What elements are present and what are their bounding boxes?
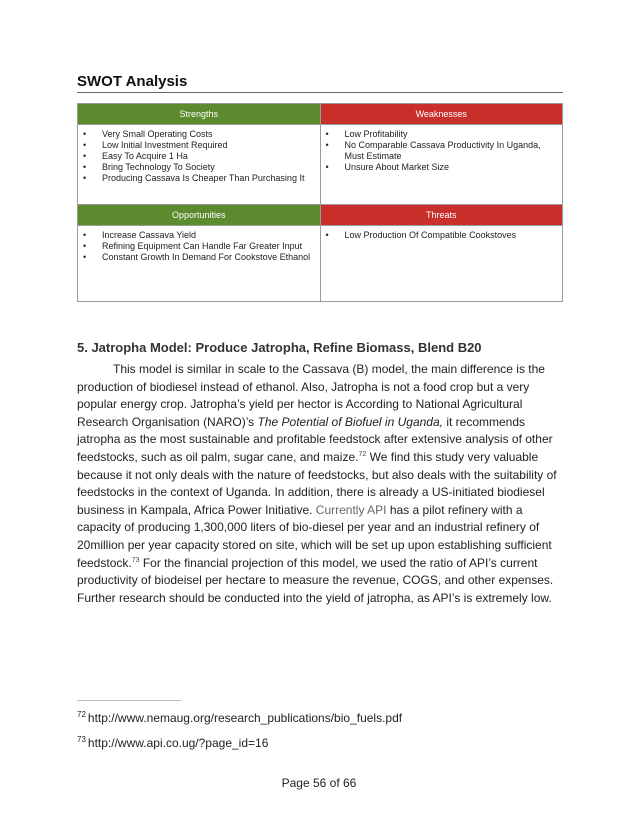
footnote [77, 711, 402, 725]
text-run-muted: Currently API [312, 502, 390, 517]
list-item: • Low Profitability [325, 129, 557, 140]
opportunities-header: Opportunities [78, 205, 321, 226]
text-run: it recommends jatropha as the most sustainable and profitable feedstock after extensive analysis of other feedstocks, such as oil palm, sugar cane, and maize. [77, 414, 553, 464]
text-run: For the financial projection of this model, we used the ratio of API’s current productivity of biodeisel per hectare to measure the revenue, COGS, and other expenses. Further research should be conducted into the yield of jatropha, as API’s is extremely low. [77, 555, 554, 605]
list-item: • Constant Growth In Demand For Cookstove Ethanol [82, 252, 314, 263]
list-item: • Easy To Acquire 1 Ha [82, 151, 314, 162]
list-item: • Very Small Operating Costs [82, 129, 314, 140]
footnote-number: 72 [77, 710, 86, 719]
footnote [77, 736, 268, 750]
footnote-ref[interactable]: 73 [131, 556, 140, 564]
weaknesses-cell [320, 125, 563, 205]
weaknesses-header: Weaknesses [320, 104, 563, 125]
report-title: The Potential of Biofuel in Uganda, [257, 414, 443, 429]
footnote-ref[interactable]: 72 [358, 450, 367, 458]
opportunities-cell [78, 226, 321, 302]
text-run: This model is similar in scale to the Cassava (B) model, the main difference is the production of biodiesel instead of ethanol. Also, Jatropha is not a food crop but a very popular energy crop. Jatropha’s yield per hector is According to National Agricultural Research Organisation (NARO)’s [77, 362, 545, 429]
page-number: Page 56 of 66 [281, 776, 357, 790]
threats-cell [320, 226, 563, 302]
list-item: • Low Initial Investment Required [82, 140, 314, 151]
strengths-cell [78, 125, 321, 205]
footnote-divider [77, 700, 181, 701]
swot-title: SWOT Analysis [77, 73, 188, 90]
swot-table [77, 103, 563, 302]
footnote-number: 73 [77, 735, 86, 744]
strengths-header: Strengths [78, 104, 321, 125]
section-heading: 5. Jatropha Model: Produce Jatropha, Refine Biomass, Blend B20 [77, 340, 482, 355]
text-run: has a pilot refinery with a capacity of producing 1,300,000 liters of bio-diesel per year and an industrial refinery of 20million per year capacity stored on site, which will be set up upon establishing sufficient feedstock. [77, 502, 552, 570]
text-run: We find this study very valuable because it not only deals with the nature of feedstocks, but also deals with the suitability of feedstocks in the context of Uganda. In addition, there is already a US-initiated biodiesel business in Kampala, Africa Power Initiative. [77, 449, 557, 517]
list-item: • Refining Equipment Can Handle Far Greater Input [82, 241, 314, 252]
threats-header: Threats [320, 205, 563, 226]
list-item: • Increase Cassava Yield [82, 230, 314, 241]
footnote-link[interactable]: http://www.nemaug.org/research_publications/bio_fuels.pdf [87, 711, 403, 725]
list-item: • Unsure About Market Size [325, 162, 557, 173]
list-item: • Low Production Of Compatible Cookstoves [325, 230, 557, 241]
title-divider [77, 92, 563, 93]
list-item: • No Comparable Cassava Productivity In Uganda, Must Estimate [325, 140, 557, 162]
footnote-link[interactable]: http://www.api.co.ug/?page_id=16 [87, 736, 269, 750]
body-paragraph [77, 361, 563, 607]
list-item: • Bring Technology To Society [82, 162, 314, 173]
list-item: • Producing Cassava Is Cheaper Than Purchasing It [82, 173, 314, 184]
